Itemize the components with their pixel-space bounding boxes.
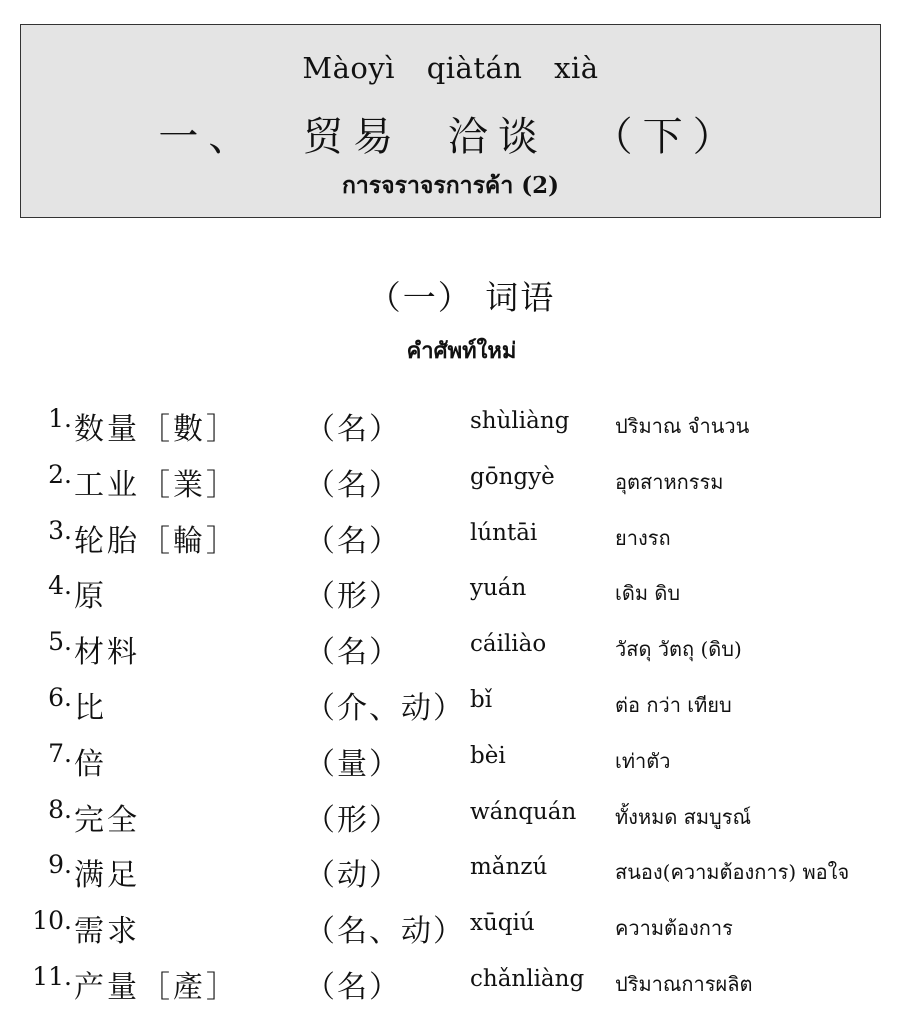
vocab-row (0, 452, 923, 508)
vocab-word: 倍 (74, 746, 107, 782)
section-heading: （一） 词语 (367, 278, 556, 317)
vocab-thai-meaning: เดิม ดิบ (615, 581, 681, 606)
vocab-word: 产量［產］ (74, 969, 239, 1005)
vocab-pinyin: chǎnliàng (470, 965, 585, 992)
vocab-row (0, 842, 923, 898)
vocab-part-of-speech: （动） (305, 858, 401, 894)
vocab-thai-meaning: ปริมาณ จำนวน (615, 414, 750, 438)
vocab-part-of-speech: （形） (305, 802, 401, 838)
vocab-part-of-speech: （形） (305, 579, 401, 615)
vocab-part-of-speech: （名） (305, 969, 401, 1005)
lesson-title-pinyin: Màoyì qiàtán xià (302, 51, 599, 85)
vocab-pinyin: xūqiú (470, 910, 535, 937)
vocab-pinyin: bèi (470, 742, 506, 769)
vocab-part-of-speech: （名） (305, 412, 401, 447)
vocab-row (0, 675, 923, 731)
vocab-row (0, 787, 923, 843)
vocab-word: 比 (74, 690, 107, 726)
vocab-thai-meaning: วัสดุ วัตถุ (ดิบ) (615, 637, 742, 662)
vocab-number: 4. (48, 571, 72, 601)
vocab-word: 轮胎［輪］ (74, 523, 239, 559)
vocab-number: 6. (48, 682, 72, 712)
vocab-word: 工业［業］ (74, 467, 239, 503)
vocab-pinyin: wánquán (470, 798, 577, 825)
vocab-number: 3. (48, 515, 72, 545)
vocab-pinyin: yuán (470, 575, 527, 602)
vocab-word: 原 (74, 579, 107, 615)
vocab-thai-meaning: ทั้งหมด สมบูรณ์ (615, 804, 752, 829)
vocab-number: 8. (48, 794, 72, 824)
vocab-part-of-speech: （名、动） (305, 914, 465, 950)
vocab-number: 7. (48, 738, 72, 768)
vocab-part-of-speech: （量） (305, 746, 401, 782)
section-subheading: คำศัพท์ใหม่ (406, 338, 517, 364)
vocab-word: 材料 (74, 635, 140, 671)
vocab-thai-meaning: ความต้องการ (615, 916, 733, 941)
vocab-thai-meaning: สนอง(ความต้องการ) พอใจ (615, 860, 850, 885)
vocab-part-of-speech: （介、动） (305, 690, 465, 726)
lesson-title-chinese: 一、 贸易 洽谈 （下） (158, 114, 743, 160)
vocab-thai-meaning: ปริมาณการผลิต (615, 971, 753, 996)
lesson-title-box (20, 24, 881, 218)
vocab-row (0, 954, 923, 1010)
vocab-row (0, 563, 923, 619)
vocab-pinyin: gōngyè (470, 463, 555, 490)
vocab-number: 10. (32, 906, 72, 936)
vocab-thai-meaning: อุตสาหกรรม (615, 469, 724, 494)
vocab-word: 数量［數］ (74, 412, 239, 447)
vocab-part-of-speech: （名） (305, 467, 401, 503)
vocab-pinyin: shùliàng (470, 408, 570, 434)
vocabulary-list (0, 396, 923, 1010)
vocab-number: 2. (48, 459, 72, 489)
vocab-thai-meaning: ต่อ กว่า เทียบ (615, 692, 732, 717)
vocab-word: 完全 (74, 802, 140, 838)
vocab-number: 9. (48, 850, 72, 880)
vocab-part-of-speech: （名） (305, 523, 401, 559)
vocab-number: 11. (32, 961, 72, 991)
vocab-pinyin: mǎnzú (470, 854, 548, 881)
vocab-row (0, 508, 923, 564)
vocab-part-of-speech: （名） (305, 635, 401, 671)
lesson-title-thai: การจราจรการค้า (2) (341, 172, 560, 199)
vocab-thai-meaning: เท่าตัว (615, 748, 671, 773)
vocab-pinyin: lúntāi (470, 519, 538, 546)
vocab-pinyin: bǐ (470, 686, 493, 713)
vocab-thai-meaning: ยางรถ (615, 525, 671, 550)
vocab-pinyin: cáiliào (470, 631, 547, 658)
vocab-row (0, 619, 923, 675)
vocab-word: 满足 (74, 858, 140, 894)
vocab-row (0, 396, 923, 452)
vocab-row (0, 731, 923, 787)
vocab-row (0, 898, 923, 954)
vocab-number: 1. (48, 404, 72, 433)
vocab-number: 5. (48, 627, 72, 657)
vocab-word: 需求 (74, 914, 140, 950)
